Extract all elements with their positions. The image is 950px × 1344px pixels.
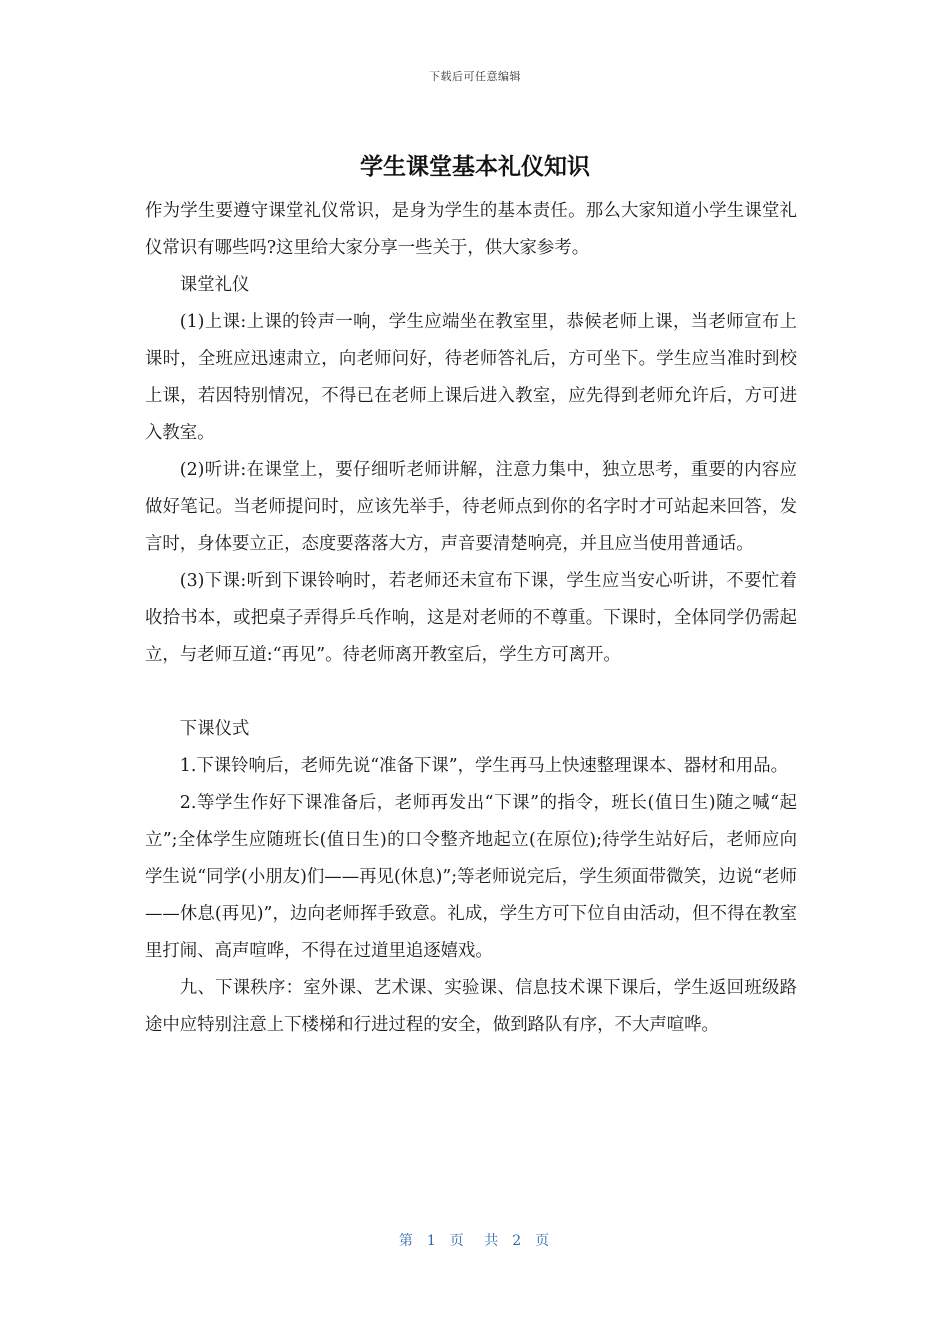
section-heading-dismissal-ceremony: 下课仪式 bbox=[179, 719, 250, 739]
pager-prefix: 第 bbox=[398, 1233, 415, 1249]
header-note: 下载后可任意编辑 bbox=[429, 70, 521, 83]
paragraph-attend-class: (1)上课:上课的铃声一响，学生应端坐在教室里，恭候老师上课，当老师宣布上课时，全班应迅速肃立，向老师问好，待老师答礼后，方可坐下。学生应当准时到校上课，若因特别情况，不得已在老师上课后进入教室，应先得到老师允许后，方可进入教室。 bbox=[145, 312, 797, 443]
paragraph-listening: (2)听讲:在课堂上，要仔细听老师讲解，注意力集中，独立思考，重要的内容应做好笔记。当老师提问时，应该先举手，待老师点到你的名字时才可站起来回答，发言时，身体要立正，态度要落落大方，声音要清楚响亮，并且应当使用普通话。 bbox=[145, 460, 797, 554]
pager-total-pages: 2 bbox=[512, 1233, 524, 1249]
paragraph-dismissal-order: 九、下课秩序：室外课、艺术课、实验课、信息技术课下课后，学生返回班级路途中应特别注意上下楼梯和行进过程的安全，做到路队有序，不大声喧哗。 bbox=[145, 978, 797, 1035]
section-heading-classroom-etiquette: 课堂礼仪 bbox=[179, 275, 250, 295]
intro-paragraph: 作为学生要遵守课堂礼仪常识，是身为学生的基本责任。那么大家知道小学生课堂礼仪常识有哪些吗?这里给大家分享一些关于，供大家参考。 bbox=[145, 201, 797, 258]
paragraph-dismissal-step-2: 2.等学生作好下课准备后，老师再发出“下课”的指令，班长(值日生)随之喊“起立”;全体学生应随班长(值日生)的口令整齐地起立(在原位);待学生站好后，老师应向学生说“同学(小朋友)们——再见(休息)”;等老师说完后，学生须面带微笑，边说“老师——休息(再见)”，边向老师挥手致意。礼成，学生方可下位自由活动，但不得在教室里打闹、高声喧哗，不得在过道里追逐嬉戏。 bbox=[145, 793, 797, 961]
document-body bbox=[145, 193, 797, 1044]
document-title: 学生课堂基本礼仪知识 bbox=[360, 154, 590, 180]
paragraph-end-of-class: (3)下课:听到下课铃响时，若老师还未宣布下课，学生应当安心听讲，不要忙着收拾书本，或把桌子弄得乒乓作响，这是对老师的不尊重。下课时，全体同学仍需起立，与老师互道:“再见”。待老师离开教室后，学生方可离开。 bbox=[145, 571, 797, 665]
paragraph-dismissal-step-1: 1.下课铃响后，老师先说“准备下课”，学生再马上快速整理课本、器材和用品。 bbox=[179, 756, 789, 776]
pager-current-page: 1 bbox=[426, 1233, 438, 1249]
page-number-footer bbox=[0, 1230, 950, 1250]
pager-middle: 页 共 bbox=[449, 1233, 501, 1249]
pager-suffix: 页 bbox=[535, 1233, 552, 1249]
